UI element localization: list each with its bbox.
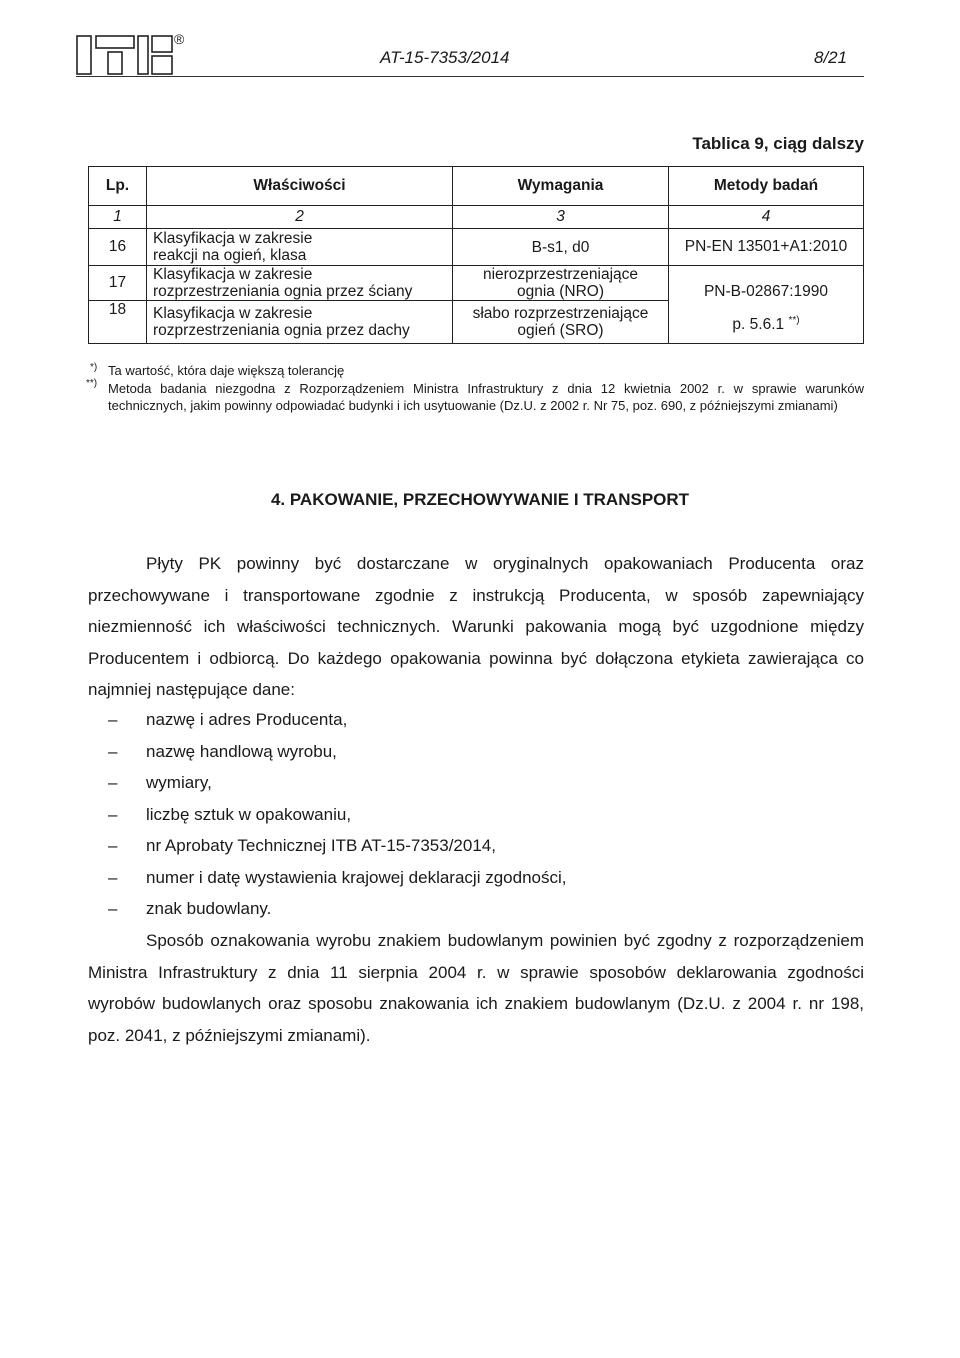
table-row — [89, 301, 864, 344]
row-method: PN-EN 13501+A1:2010 — [669, 229, 864, 266]
requirement-line: ogień (SRO) — [517, 321, 604, 339]
method-footnote-mark: **) — [788, 314, 800, 326]
footnote-text: Ta wartość, która daje większą tolerancję — [108, 363, 345, 378]
requirement-line: ognia (NRO) — [517, 283, 604, 300]
requirement-line: słabo rozprzestrzeniające — [472, 304, 649, 322]
column-number: 1 — [89, 206, 147, 229]
list-dash: – — [108, 741, 118, 761]
row-property — [147, 266, 453, 301]
row-requirement: B-s1, d0 — [453, 229, 669, 266]
list-dash: – — [108, 836, 118, 855]
paragraph: Płyty PK powinny być dostarczane w oryginalnych opakowaniach Producenta oraz przechowywane i transportowane zgodnie z instrukcją Producenta, w sposób zapewniający niezmienność ich właściwości technicznych. Warunki pakowania mogą być uzgodnione między Producentem i odbiorcą. Do każdego opakowania powinna być dołączona etykieta zawierająca co najmniej następujące dane: — [88, 554, 864, 699]
page-number: 8/21 — [814, 48, 848, 67]
row-lp: 16 — [89, 229, 147, 266]
table-title: Tablica 9, ciąg dalszy — [692, 134, 864, 153]
list-dash: – — [108, 710, 118, 729]
list-item: – nazwę i adres Producenta, — [108, 704, 566, 736]
row-method: PN-B-02867:1990 — [669, 266, 864, 301]
row-requirement — [453, 301, 669, 344]
list-dash: – — [108, 867, 118, 887]
header-property: Właściwości — [147, 167, 453, 206]
header-requirements: Wymagania — [453, 167, 669, 206]
spec-table — [88, 166, 864, 344]
column-number-row — [89, 206, 864, 229]
label-data-list — [108, 704, 566, 925]
row-property — [147, 301, 453, 344]
property-line: rozprzestrzeniania ognia przez ściany — [153, 283, 413, 300]
list-dash: – — [108, 773, 118, 792]
row-property — [147, 229, 453, 266]
table-header-row — [89, 167, 864, 206]
row-lp: 18 — [89, 301, 147, 344]
table-row — [89, 266, 864, 301]
column-number: 4 — [669, 206, 864, 229]
list-item: – nr Aprobaty Technicznej ITB AT-15-7353/2014, — [108, 830, 566, 862]
registered-mark: ® — [174, 32, 185, 47]
row-method — [669, 301, 864, 344]
list-dash: – — [108, 899, 118, 918]
property-line: Klasyfikacja w zakresie — [153, 266, 313, 283]
footnote-mark: *) — [90, 362, 98, 373]
document-number: AT-15-7353/2014 — [380, 48, 510, 67]
column-number: 2 — [147, 206, 453, 229]
row-lp: 17 — [89, 266, 147, 301]
footnote-mark: **) — [86, 378, 98, 389]
property-line: Klasyfikacja w zakresie — [153, 230, 313, 247]
header-rule — [76, 76, 864, 77]
header-methods: Metody badań — [669, 167, 864, 206]
property-line: reakcji na ogień, klasa — [153, 247, 307, 264]
footnote-text: Metoda badania niezgodna z Rozporządzeniem Ministra Infrastruktury z dnia 12 kwietnia 2002 r. w sprawie warunków technicznych, jakim powinny odpowiadać budynki i ich usytuowanie (Dz.U. z 2002 r. Nr 75, poz. 690, z późniejszymi zmianami) — [108, 381, 864, 413]
list-item: – nazwę handlową wyrobu, — [108, 736, 566, 768]
paragraph: Sposób oznakowania wyrobu znakiem budowlanym powinien być zgodny z rozporządzeniem Ministra Infrastruktury z dnia 11 sierpnia 2004 r. w sprawie sposobów deklarowania zgodności wyrobów budowlanych oraz sposobu znakowania ich znakiem budowlanym (Dz.U. z 2004 r. nr 198, poz. 2041, z późniejszymi zmianami). — [88, 931, 864, 1045]
itb-logo — [76, 32, 188, 76]
column-number: 3 — [453, 206, 669, 229]
list-item: – znak budowlany. — [108, 893, 566, 925]
list-item: – numer i datę wystawienia krajowej deklaracji zgodności, — [108, 862, 566, 894]
method-text: p. 5.6.1 — [732, 316, 785, 334]
table-row — [89, 229, 864, 266]
requirement-line: nierozprzestrzeniające — [482, 266, 639, 283]
property-line: Klasyfikacja w zakresie — [153, 304, 313, 322]
list-item: – liczbę sztuk w opakowaniu, — [108, 799, 566, 831]
row-requirement — [453, 266, 669, 301]
list-dash: – — [108, 804, 118, 824]
property-line: rozprzestrzeniania ognia przez dachy — [153, 321, 410, 339]
section-heading: 4. PAKOWANIE, PRZECHOWYWANIE I TRANSPORT — [270, 490, 690, 509]
list-item: – wymiary, — [108, 767, 566, 799]
header-lp: Lp. — [89, 167, 147, 206]
